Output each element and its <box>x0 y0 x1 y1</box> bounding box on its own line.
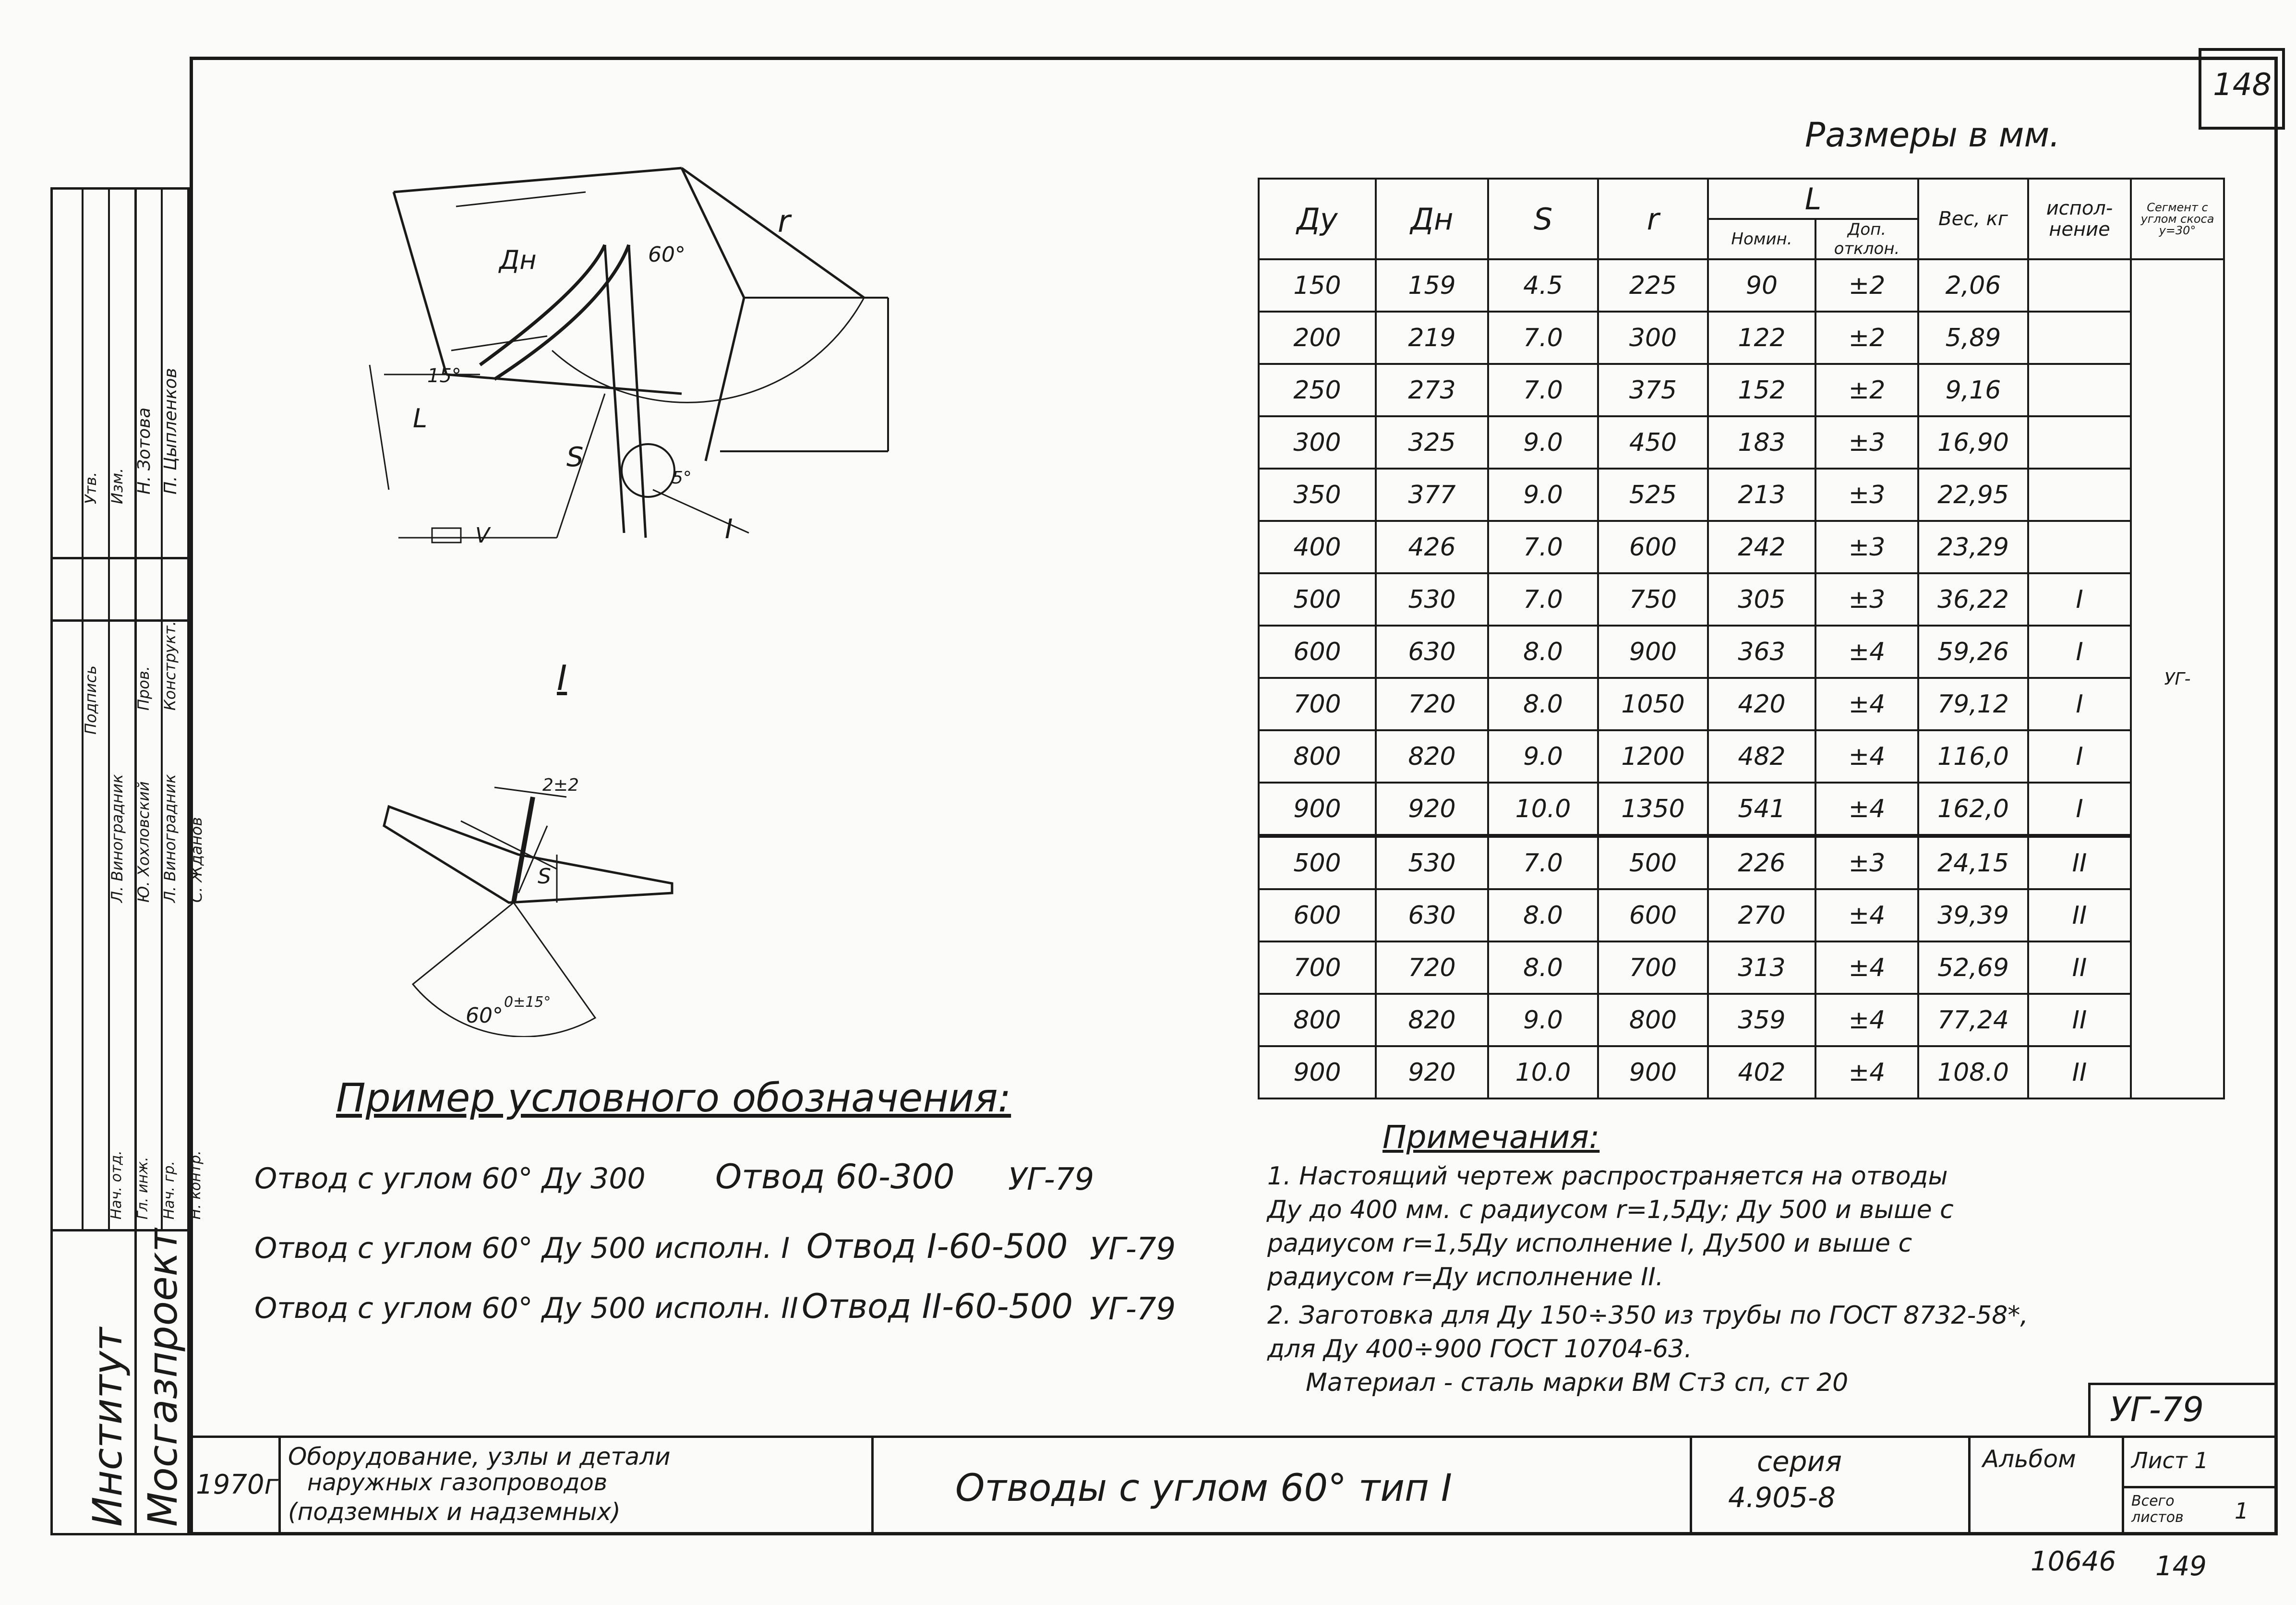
example-line-2-std: УГ-79 <box>1090 1231 1176 1267</box>
example-line-1-text: Отвод с углом 60° Ду 300 <box>254 1162 646 1195</box>
cell-s: 8.0 <box>1488 889 1598 941</box>
side-col-label-5: Изм. <box>108 468 126 504</box>
label-s: S <box>566 442 584 473</box>
cell-r: 750 <box>1598 573 1708 626</box>
cell-r: 1050 <box>1598 678 1708 730</box>
example-line-2-code: Отвод I-60-500 <box>806 1227 1068 1266</box>
header-execution: испол- нение <box>2028 179 2131 259</box>
stamp-subject-2: наружных газопроводов <box>307 1469 608 1496</box>
cell-l: 363 <box>1708 626 1815 678</box>
cell-w: 24,15 <box>1918 836 2028 889</box>
cell-w: 116,0 <box>1918 730 2028 783</box>
detail-title: I <box>557 658 567 698</box>
side-name-6: П. Цыпленков <box>161 368 180 495</box>
table-row <box>1259 994 2224 1046</box>
table-row <box>1259 730 2224 783</box>
stamp-code: УГ-79 <box>2110 1390 2204 1429</box>
header-r: r <box>1598 179 1708 259</box>
cell-w: 77,24 <box>1918 994 2028 1046</box>
cell-s: 8.0 <box>1488 941 1598 994</box>
cell-w: 59,26 <box>1918 626 2028 678</box>
stamp-year: 1970г <box>196 1469 278 1500</box>
cell-r: 600 <box>1598 521 1708 573</box>
cell-r: 450 <box>1598 416 1708 469</box>
cell-dy: 700 <box>1259 678 1376 730</box>
cell-w: 2,06 <box>1918 259 2028 312</box>
cell-s: 4.5 <box>1488 259 1598 312</box>
cell-dev: ±2 <box>1815 312 1918 364</box>
cell-s: 7.0 <box>1488 573 1598 626</box>
table-row <box>1259 941 2224 994</box>
cell-dy: 600 <box>1259 889 1376 941</box>
cell-dy: 350 <box>1259 469 1376 521</box>
example-line-3-code: Отвод II-60-500 <box>802 1287 1073 1326</box>
cell-ex: I <box>2028 626 2131 678</box>
side-role-2: Гл. инж. <box>134 1157 151 1219</box>
cell-ex <box>2028 259 2131 312</box>
cell-dy: 800 <box>1259 730 1376 783</box>
cell-dn: 720 <box>1376 941 1488 994</box>
cell-l: 226 <box>1708 836 1815 889</box>
cell-ex: II <box>2028 941 2131 994</box>
cell-dn: 426 <box>1376 521 1488 573</box>
cell-dn: 325 <box>1376 416 1488 469</box>
cell-dn: 530 <box>1376 836 1488 889</box>
cell-r: 600 <box>1598 889 1708 941</box>
cell-w: 36,22 <box>1918 573 2028 626</box>
table-row <box>1259 1046 2224 1098</box>
cell-r: 1200 <box>1598 730 1708 783</box>
notes-title: Примечания: <box>1382 1119 1600 1156</box>
cell-dev: ±4 <box>1815 783 1918 836</box>
cell-s: 9.0 <box>1488 994 1598 1046</box>
cell-s: 7.0 <box>1488 521 1598 573</box>
cell-dev: ±4 <box>1815 889 1918 941</box>
organization-label: Мосгазпроект <box>139 1228 186 1527</box>
table-row <box>1259 626 2224 678</box>
cell-r: 300 <box>1598 312 1708 364</box>
table-row <box>1259 364 2224 416</box>
example-line-3-std: УГ-79 <box>1090 1291 1176 1327</box>
cell-l: 402 <box>1708 1046 1815 1098</box>
cell-s: 7.0 <box>1488 312 1598 364</box>
cell-ex: I <box>2028 678 2131 730</box>
label-dn: Дн <box>499 245 537 275</box>
cell-dev: ±4 <box>1815 626 1918 678</box>
cell-ex <box>2028 521 2131 573</box>
cell-ex <box>2028 416 2131 469</box>
stamp-title: Отводы с углом 60° тип I <box>955 1467 1452 1510</box>
cell-w: 79,12 <box>1918 678 2028 730</box>
header-s: S <box>1488 179 1598 259</box>
stamp-subject-1: Оборудование, узлы и детали <box>288 1443 671 1471</box>
bend-drawing <box>336 125 960 557</box>
bottom-page: 149 <box>2155 1551 2207 1582</box>
cell-dy: 400 <box>1259 521 1376 573</box>
cell-l: 359 <box>1708 994 1815 1046</box>
example-line-1-code: Отвод 60-300 <box>715 1157 955 1196</box>
cell-l: 213 <box>1708 469 1815 521</box>
note-line-4: радиусом r=Ду исполнение II. <box>1267 1263 1664 1291</box>
cell-s: 10.0 <box>1488 783 1598 836</box>
cell-w: 9,16 <box>1918 364 2028 416</box>
cell-r: 375 <box>1598 364 1708 416</box>
cell-dy: 150 <box>1259 259 1376 312</box>
cell-dev: ±3 <box>1815 521 1918 573</box>
side-role-4: Н. контр. <box>187 1150 204 1219</box>
cell-dy: 700 <box>1259 941 1376 994</box>
cell-ex: I <box>2028 783 2131 836</box>
cell-l: 482 <box>1708 730 1815 783</box>
cell-dy: 200 <box>1259 312 1376 364</box>
tb-div-5 <box>2122 1436 2124 1535</box>
example-line-2-text: Отвод с углом 60° Ду 500 исполн. I <box>254 1231 790 1265</box>
cell-dev: ±4 <box>1815 1046 1918 1098</box>
side-col-label-2: Пров. <box>134 666 153 711</box>
cell-dn: 630 <box>1376 889 1488 941</box>
cell-r: 800 <box>1598 994 1708 1046</box>
side-col-b <box>108 187 110 1229</box>
stamp-series: 4.905-8 <box>1728 1481 1836 1514</box>
side-sep-1 <box>50 557 190 559</box>
cell-w: 52,69 <box>1918 941 2028 994</box>
stamp-total-label: Всего листов <box>2131 1493 2184 1526</box>
cell-dn: 630 <box>1376 626 1488 678</box>
example-line-1-std: УГ-79 <box>1008 1162 1094 1197</box>
stamp-series-label: серия <box>1757 1445 1842 1478</box>
side-col-label-1: Подпись <box>82 665 100 735</box>
example-title: Пример условного обозначения: <box>336 1075 1011 1121</box>
cell-dy: 500 <box>1259 836 1376 889</box>
label-angle-5: 5° <box>672 468 692 488</box>
stamp-sheet-label: Лист 1 <box>2131 1448 2209 1473</box>
cell-dn: 820 <box>1376 994 1488 1046</box>
table-row <box>1259 521 2224 573</box>
side-name-1: Л. Виноградник <box>108 774 126 903</box>
cell-dev: ±2 <box>1815 259 1918 312</box>
label-s-detail: S <box>538 864 551 889</box>
table-row <box>1259 678 2224 730</box>
tb-div-2 <box>871 1436 874 1535</box>
side-name-2: Ю. Хохловский <box>134 781 153 903</box>
cell-r: 1350 <box>1598 783 1708 836</box>
cell-s: 7.0 <box>1488 364 1598 416</box>
cell-dev: ±4 <box>1815 730 1918 783</box>
table-row <box>1259 783 2224 836</box>
table-row <box>1259 312 2224 364</box>
cell-dev: ±4 <box>1815 678 1918 730</box>
side-name-3: Л. Виноградник <box>161 774 179 903</box>
label-l: L <box>413 403 428 434</box>
header-l: L <box>1708 179 1918 219</box>
label-detail-i: I <box>725 514 733 545</box>
cell-s: 9.0 <box>1488 416 1598 469</box>
cell-dev: ±2 <box>1815 364 1918 416</box>
table-row <box>1259 259 2224 312</box>
label-bevel: 60° <box>466 1003 503 1028</box>
cell-ex: II <box>2028 1046 2131 1098</box>
cell-s: 9.0 <box>1488 469 1598 521</box>
note-line-6: для Ду 400÷900 ГОСТ 10704-63. <box>1267 1335 1692 1364</box>
cell-dy: 800 <box>1259 994 1376 1046</box>
cell-dn: 920 <box>1376 783 1488 836</box>
institute-label: Институт <box>84 1327 131 1527</box>
cell-dy: 900 <box>1259 1046 1376 1098</box>
cell-dev: ±3 <box>1815 836 1918 889</box>
side-role-3: Нач. гр. <box>161 1160 178 1219</box>
note-line-1: 1. Настоящий чертеж распространяется на отводы <box>1267 1162 1948 1191</box>
table-row <box>1259 416 2224 469</box>
cell-l: 420 <box>1708 678 1815 730</box>
cell-dev: ±3 <box>1815 573 1918 626</box>
cell-dn: 720 <box>1376 678 1488 730</box>
side-name-5: Н. Зотова <box>134 407 154 495</box>
cell-l: 122 <box>1708 312 1815 364</box>
header-dy: Ду <box>1259 179 1376 259</box>
table-row <box>1259 469 2224 521</box>
stamp-album-label: Альбом <box>1983 1445 2076 1473</box>
tb-div-1 <box>278 1436 281 1535</box>
cell-dev: ±3 <box>1815 469 1918 521</box>
cell-ex: II <box>2028 836 2131 889</box>
cell-ex: II <box>2028 889 2131 941</box>
cell-l: 242 <box>1708 521 1815 573</box>
cell-dy: 250 <box>1259 364 1376 416</box>
cell-dn: 920 <box>1376 1046 1488 1098</box>
cell-w: 162,0 <box>1918 783 2028 836</box>
label-gap: 2±2 <box>542 775 579 795</box>
side-role-1: Нач. отд. <box>108 1150 125 1219</box>
side-name-4: С. Жданов <box>187 817 205 903</box>
tb-sheet-sep <box>2122 1486 2278 1488</box>
cell-dy: 300 <box>1259 416 1376 469</box>
cell-s: 7.0 <box>1488 836 1598 889</box>
cell-dy: 600 <box>1259 626 1376 678</box>
header-segment: Сегмент с углом скоса у=30° <box>2131 179 2224 259</box>
cell-dy: 900 <box>1259 783 1376 836</box>
table-row <box>1259 573 2224 626</box>
note-line-2: Ду до 400 мм. с радиусом r=1,5Ду; Ду 500 и выше с <box>1267 1195 1954 1224</box>
table-row <box>1259 836 2224 889</box>
cell-dy: 500 <box>1259 573 1376 626</box>
cell-ex: II <box>2028 994 2131 1046</box>
example-line-3-text: Отвод с углом 60° Ду 500 исполн. II <box>254 1291 798 1325</box>
cell-dev: ±4 <box>1815 994 1918 1046</box>
cell-dn: 273 <box>1376 364 1488 416</box>
cell-ex: I <box>2028 730 2131 783</box>
cell-w: 108.0 <box>1918 1046 2028 1098</box>
cell-l: 305 <box>1708 573 1815 626</box>
cell-s: 8.0 <box>1488 626 1598 678</box>
note-line-7: Материал - сталь марки ВМ Ст3 сп, ст 20 <box>1306 1368 1849 1397</box>
label-angle-15: 15° <box>427 365 461 387</box>
table-row <box>1259 889 2224 941</box>
cell-l: 90 <box>1708 259 1815 312</box>
cell-r: 900 <box>1598 1046 1708 1098</box>
header-dn: Дн <box>1376 179 1488 259</box>
cell-dn: 530 <box>1376 573 1488 626</box>
cell-dn: 219 <box>1376 312 1488 364</box>
cell-dn: 159 <box>1376 259 1488 312</box>
cell-dev: ±4 <box>1815 941 1918 994</box>
cell-l: 541 <box>1708 783 1815 836</box>
bottom-number: 10646 <box>2031 1546 2116 1577</box>
cell-l: 270 <box>1708 889 1815 941</box>
cell-l: 313 <box>1708 941 1815 994</box>
cell-w: 23,29 <box>1918 521 2028 573</box>
cell-ex <box>2028 364 2131 416</box>
cell-r: 700 <box>1598 941 1708 994</box>
label-v: V <box>475 523 490 548</box>
cell-segment: УГ- <box>2131 259 2224 1098</box>
note-line-5: 2. Заготовка для Ду 150÷350 из трубы по ГОСТ 8732-58*, <box>1267 1301 2028 1330</box>
stamp-total: 1 <box>2235 1498 2249 1524</box>
side-col-label-4: Утв. <box>82 471 100 504</box>
cell-s: 9.0 <box>1488 730 1598 783</box>
cell-ex <box>2028 312 2131 364</box>
note-line-3: радиусом r=1,5Ду исполнение I, Ду500 и выше с <box>1267 1229 1912 1258</box>
tb-div-3 <box>1690 1436 1692 1535</box>
cell-dn: 377 <box>1376 469 1488 521</box>
cell-s: 10.0 <box>1488 1046 1598 1098</box>
label-angle-60: 60° <box>648 242 685 267</box>
cell-l: 152 <box>1708 364 1815 416</box>
cell-r: 500 <box>1598 836 1708 889</box>
cell-w: 16,90 <box>1918 416 2028 469</box>
spec-table <box>1258 178 2225 1099</box>
label-bevel-tol: 0±15° <box>504 994 551 1011</box>
label-r: r <box>778 204 791 240</box>
tb-div-4 <box>1968 1436 1971 1535</box>
page-number: 148 <box>2213 67 2272 103</box>
cell-r: 525 <box>1598 469 1708 521</box>
stamp-subject-3: (подземных и надземных) <box>288 1498 621 1526</box>
header-l-dev: Доп. отклон. <box>1815 219 1918 259</box>
cell-r: 900 <box>1598 626 1708 678</box>
side-col-label-3: Конструкт. <box>161 621 179 711</box>
header-l-nom: Номин. <box>1708 219 1815 259</box>
header-weight: Вес, кг <box>1918 179 2028 259</box>
sizes-note: Размеры в мм. <box>1805 115 2060 155</box>
cell-l: 183 <box>1708 416 1815 469</box>
cell-r: 225 <box>1598 259 1708 312</box>
cell-s: 8.0 <box>1488 678 1598 730</box>
cell-ex <box>2028 469 2131 521</box>
cell-w: 22,95 <box>1918 469 2028 521</box>
cell-dn: 820 <box>1376 730 1488 783</box>
cell-ex: I <box>2028 573 2131 626</box>
cell-w: 5,89 <box>1918 312 2028 364</box>
cell-w: 39,39 <box>1918 889 2028 941</box>
cell-dev: ±3 <box>1815 416 1918 469</box>
